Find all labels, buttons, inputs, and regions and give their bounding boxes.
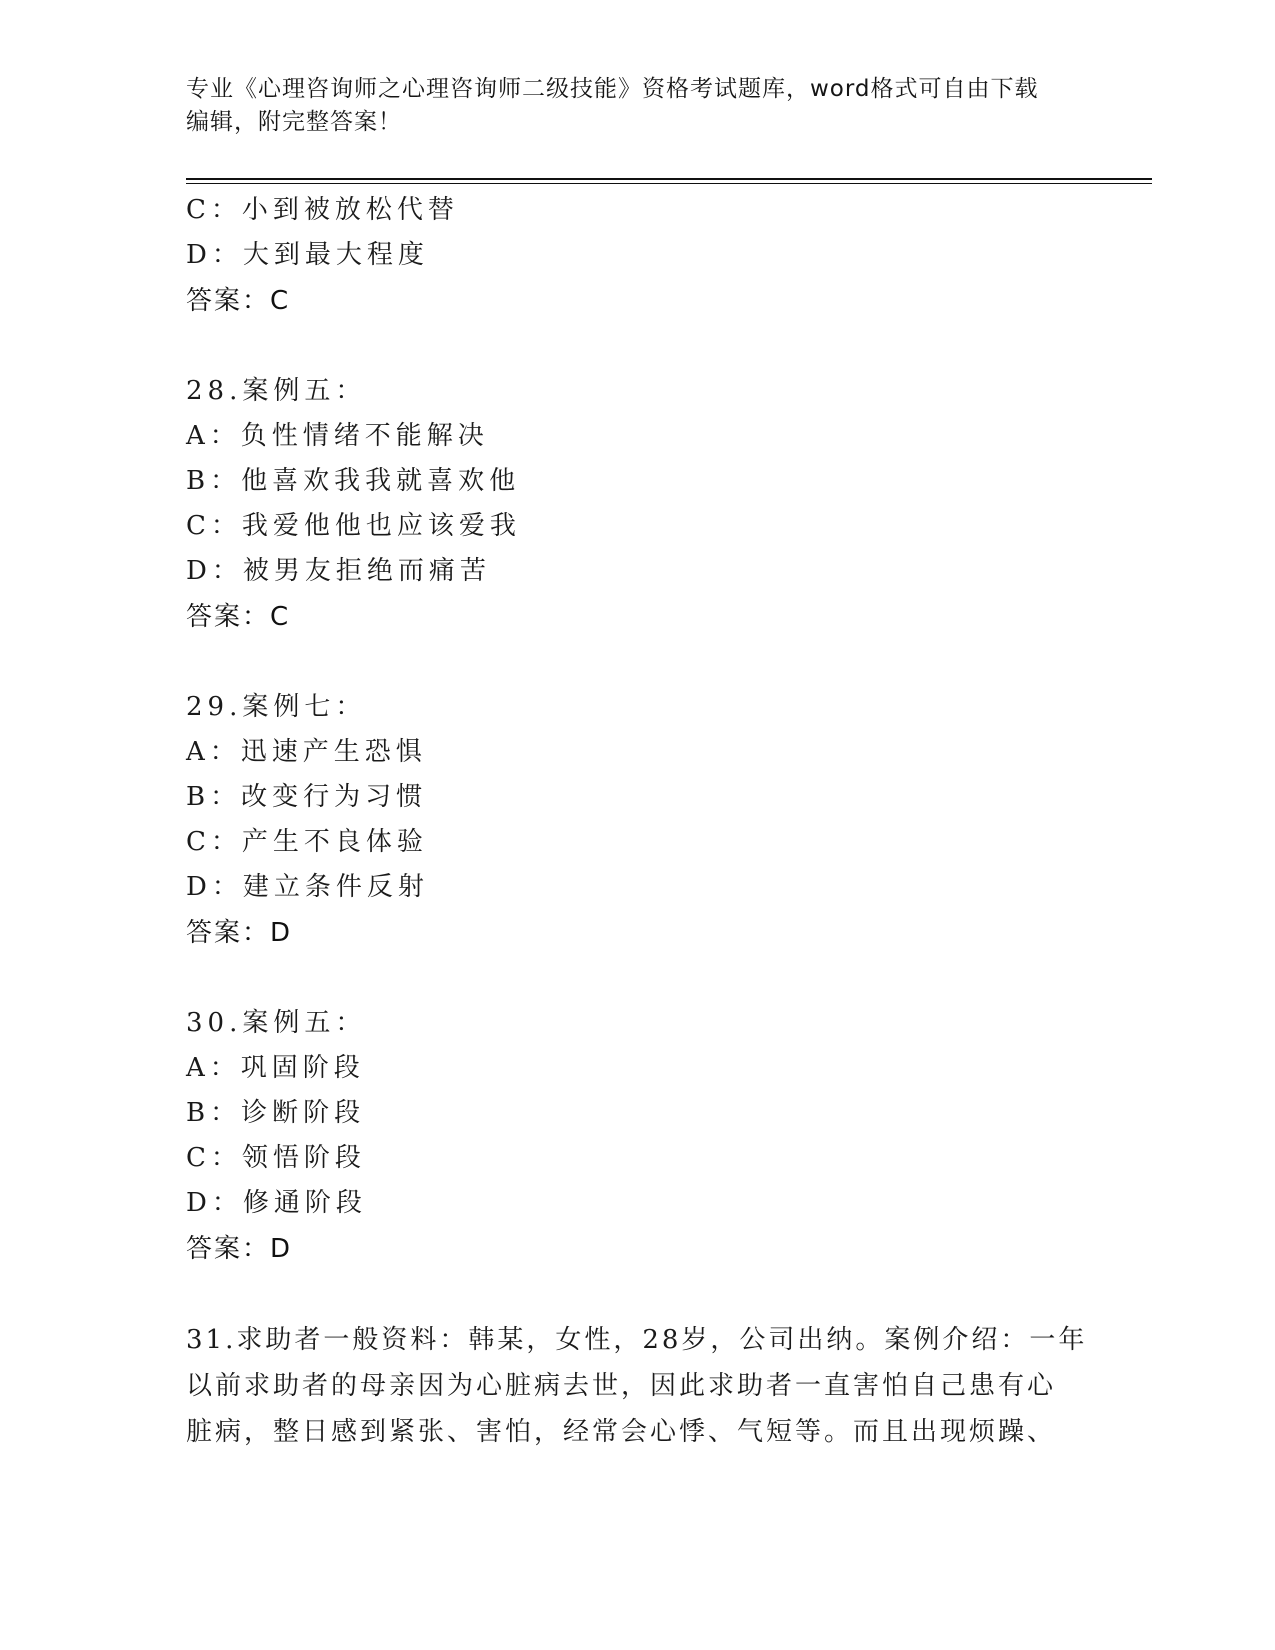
paragraph-line: 以前求助者的母亲因为心脏病去世，因此求助者一直害怕自己患有心	[186, 1371, 1057, 1401]
answer-line: 答案：D	[186, 918, 293, 948]
paragraph-line: 脏病，整日感到紧张、害怕，经常会心悸、气短等。而且出现烦躁、	[186, 1417, 1057, 1447]
spacer	[186, 956, 1086, 1001]
option-a: A：迅速产生恐惧	[186, 737, 427, 767]
paragraph-line: 31.求助者一般资料：韩某，女性，28岁，公司出纳。案例介绍：一年	[186, 1325, 1088, 1355]
answer-line: 答案：C	[186, 286, 291, 316]
question-title: 28.案例五：	[186, 376, 367, 406]
continued-question	[186, 188, 1086, 324]
spacer	[186, 640, 1086, 685]
question-29	[186, 685, 1086, 956]
document-header	[186, 73, 1086, 139]
option-d: D：大到最大程度	[186, 240, 429, 270]
option-c: C：产生不良体验	[186, 827, 428, 857]
option-b: B：他喜欢我我就喜欢他	[186, 466, 521, 496]
option-a: A：巩固阶段	[186, 1053, 365, 1083]
option-d: D：被男友拒绝而痛苦	[186, 556, 491, 586]
spacer	[186, 324, 1086, 369]
option-c: C：我爱他他也应该爱我	[186, 511, 521, 541]
option-c: C：小到被放松代替	[186, 195, 459, 225]
answer-line: 答案：C	[186, 602, 291, 632]
spacer	[186, 1272, 1086, 1317]
question-title: 29.案例七：	[186, 692, 367, 722]
option-b: B：改变行为习惯	[186, 782, 428, 812]
header-line-2: 编辑，附完整答案！	[186, 109, 402, 135]
question-30	[186, 1001, 1086, 1272]
header-line-1: 专业《心理咨询师之心理咨询师二级技能》资格考试题库，word格式可自由下载	[186, 76, 1039, 102]
option-b: B：诊断阶段	[186, 1098, 366, 1128]
answer-line: 答案：D	[186, 1234, 293, 1264]
option-d: D：修通阶段	[186, 1188, 367, 1218]
header-divider-thick	[186, 178, 1152, 180]
header-divider-thin	[186, 183, 1152, 184]
option-d: D：建立条件反射	[186, 872, 429, 902]
question-28	[186, 369, 1086, 640]
question-title: 30.案例五：	[186, 1008, 367, 1038]
document-body	[186, 188, 1086, 1455]
question-31	[186, 1317, 1086, 1455]
option-c: C：领悟阶段	[186, 1143, 366, 1173]
option-a: A：负性情绪不能解决	[186, 421, 489, 451]
